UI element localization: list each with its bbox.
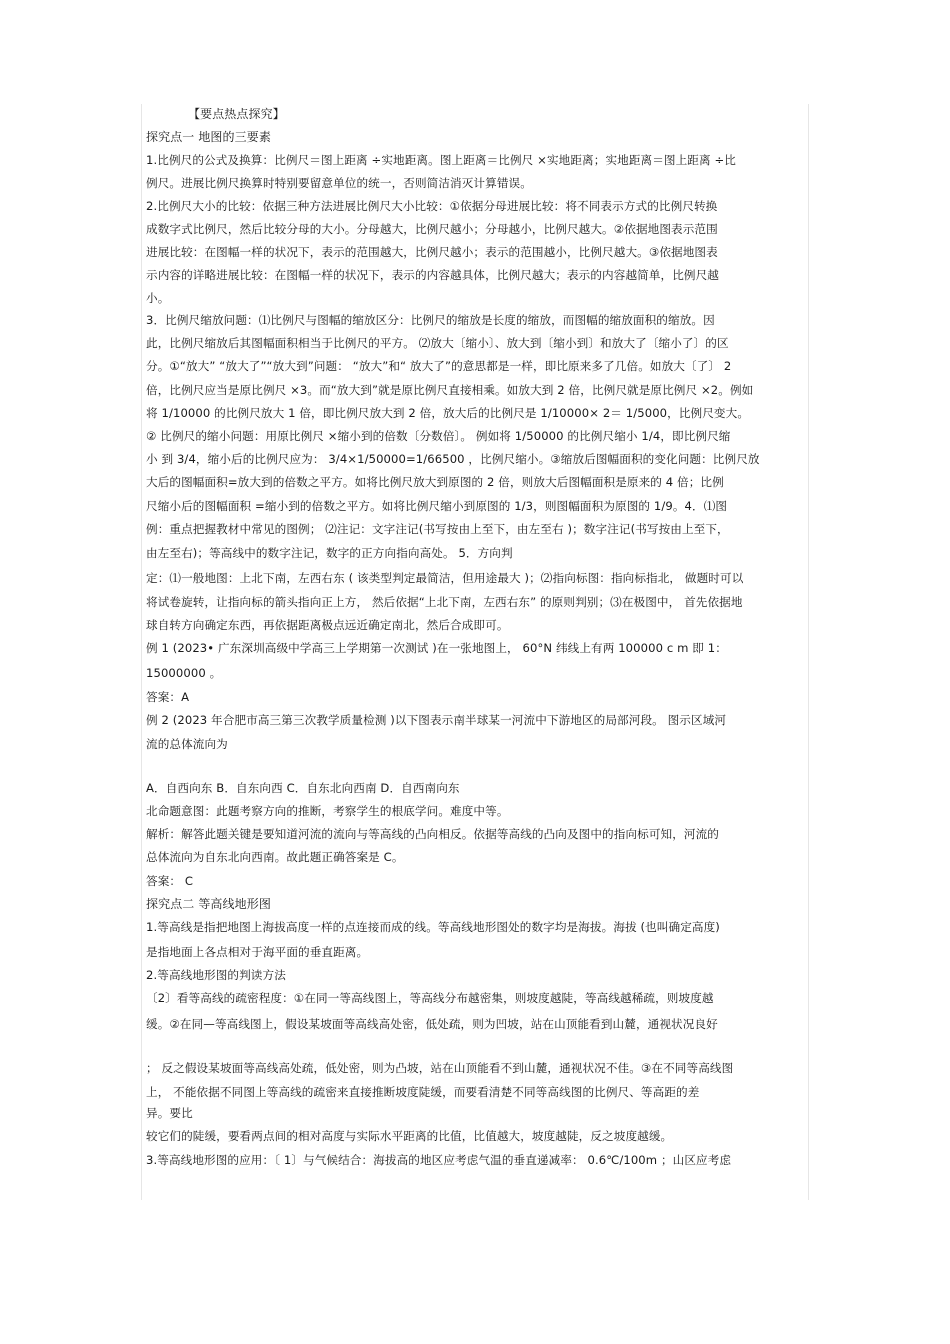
text-line: 成数字式比例尺，然后比较分母的大小。分母越大，比例尺越小；分母越小，比例尺越大。②依据地图表示范围 [146,222,718,236]
text-line: 例：重点把握教材中常见的图例； ⑵注记：文字注记(书写按由上至下，由左至右 )；数字注记(书写按由上至下， [146,522,729,536]
text-line: 倍，比例尺应当是原比例尺 ×3。而“放大到”就是原比例尺直接相乘。如放大到 2 倍，比例尺就是原比例尺 ×2。例如 [146,383,754,397]
example-1-question: 例 1 (2023• 广东深圳高级中学高三上学期第一次测试 )在一张地图上， 60°N 纬线上有两 100000 c m 即 1： [146,641,727,655]
text-line: 1.比例尺的公式及换算：比例尺＝图上距离 ÷实地距离。图上距离＝比例尺 ×实地距离；实地距离＝图上距离 ÷比 [146,153,736,167]
text-line: 将 1/10000 的比例尺放大 1 倍，即比例尺放大到 2 倍，放大后的比例尺是 1/10000× 2＝ 1/5000，比例尺变大。 [146,406,750,420]
text-line: ； 反之假设某坡面等高线高处疏，低处密，则为凸坡，站在山顶能看不到山麓，通视状况不佳。③在不同等高线图 [146,1061,734,1075]
text-line: 分。①“放大” “放大了”“放大到”问题： “放大”和“ 放大了”的意思都是一样，即比原来多了几倍。如放大〔了〕 2 [146,359,732,373]
text-line: 异。要比 [146,1106,193,1120]
text-line: 大后的图幅面积=放大到的倍数之平方。如将比例尺放大到原图的 2 倍，则放大后图幅面积是原来的 4 倍；比例 [146,475,724,489]
section-title: 【要点热点探究】 [188,107,285,121]
text-line: 示内容的详略进展比较：在图幅一样的状况下，表示的内容越具体，比例尺越大；表示的内容越简单，比例尺越 [146,268,719,282]
example-2-answer: 答案： C [146,874,194,888]
text-line: 此，比例尺缩放后其图幅面积相当于比例尺的平方。 ⑵放大〔缩小〕、放大到〔缩小到〕和放大了〔缩小了〕的区 [146,336,729,350]
text-line: 1.等高线是指把地图上海拔高度一样的点连接而成的线。等高线地形图处的数字均是海拔。海拔 (也叫确定高度) [146,920,720,934]
text-line: 小 到 3/4，缩小后的比例尺应为： 3/4×1/50000=1/66500 ，比例尺缩小。③缩放后图幅面积的变化问题：比例尺放 [146,452,760,466]
text-line: 3.等高线地形图的应用：〔 1〕与气候结合：海拔高的地区应考虑气温的垂直递减率： 0.6℃/100m ；山区应考虑 [146,1153,732,1167]
text-line: 上， 不能依据不同图上等高线的疏密来直接推断坡度陡缓，而要看清楚不同等高线图的比例尺、等高距的差 [146,1085,700,1099]
example-1-answer: 答案：A [146,690,190,704]
text-line: 由左至右)；等高线中的数字注记，数字的正方向指向高处。 5．方向判 [146,546,513,560]
text-line: 小。 [146,291,170,305]
example-2-intent: 北命题意图：此题考察方向的推断，考察学生的根底学问。难度中等。 [146,804,509,818]
text-line: 3．比例尺缩放问题：⑴比例尺与图幅的缩放区分：比例尺的缩放是长度的缩放，而图幅的缩放面积的缩放。因 [146,313,715,327]
text-line: 尺缩小后的图幅面积 =缩小到的倍数之平方。如将比例尺缩小到原图的 1/3，则图幅面积为原图的 1/9。4．⑴图 [146,499,728,513]
example-2-analysis: 解析：解答此题关键是要知道河流的流向与等高线的凸向相反。依据等高线的凸向及图中的指向标可知，河流的 [146,827,719,841]
subsection-heading: 探究点二 等高线地形图 [146,897,271,911]
text-line: 例尺。进展比例尺换算时特别要留意单位的统一，否则简洁消灭计算错误。 [146,176,532,190]
text-line: 进展比较：在图幅一样的状况下，表示的范围越大，比例尺越小；表示的范围越小，比例尺越大。③依据地图表 [146,245,718,259]
example-2-question: 例 2 (2023 年合肥市高三第三次教学质量检测 )以下图表示南半球某一河流中下游地区的局部河段。 图示区域河 [146,713,727,727]
text-line: 球自转方向确定东西，再依据距离极点远近确定南北，然后合成即可。 [146,618,509,632]
example-1-question-cont: 15000000 。 [146,666,222,680]
document-page [141,104,809,1200]
example-2-options: A．自西向东 B．自东向西 C．自东北向西南 D．自西南向东 [146,781,460,795]
text-line: 2.等高线地形图的判读方法 [146,968,286,982]
text-line: 将试卷旋转，让指向标的箭头指向正上方， 然后依据“上北下南，左西右东” 的原则判别；⑶在极图中， 首先依据地 [146,595,743,609]
example-2-analysis-cont: 总体流向为自东北向西南。故此题正确答案是 C。 [146,850,404,864]
text-line: 2.比例尺大小的比较：依据三种方法进展比例尺大小比较：①依据分母进展比较：将不同表示方式的比例尺转换 [146,199,718,213]
text-line: 较它们的陡缓，要看两点间的相对高度与实际水平距离的比值，比值越大，坡度越陡，反之坡度越缓。 [146,1129,673,1143]
subsection-heading: 探究点一 地图的三要素 [146,130,271,144]
text-line: 〔2〕看等高线的疏密程度：①在同一等高线图上，等高线分布越密集，则坡度越陡，等高线越稀疏，则坡度越 [146,991,714,1005]
text-line: ② 比例尺的缩小问题：用原比例尺 ×缩小到的倍数〔分数倍〕。 例如将 1/50000 的比例尺缩小 1/4，即比例尺缩 [146,429,731,443]
text-line: 是指地面上各点相对于海平面的垂直距离。 [146,945,369,959]
text-line: 定：⑴一般地图：上北下南，左西右东 ( 该类型判定最简洁，但用途最大 )；⑵指向标图：指向标指北， 做题时可以 [146,571,744,585]
example-2-question-cont: 流的总体流向为 [146,737,228,751]
text-line: 缓。②在同—等高线图上，假设某坡面等高线高处密，低处疏，则为凹坡，站在山顶能看到山麓，通视状况良好 [146,1017,718,1031]
